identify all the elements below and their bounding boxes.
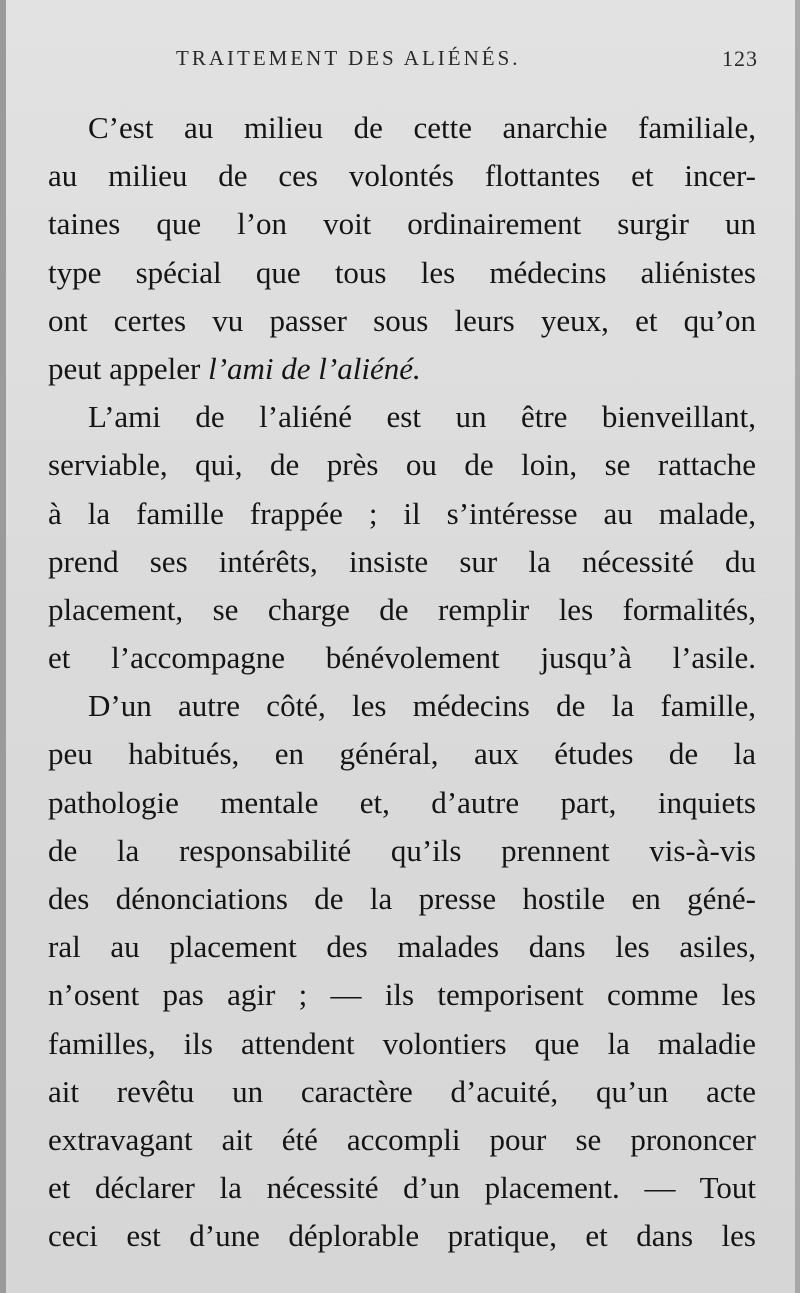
text-line: ral au placement des malades dans les asiles, xyxy=(48,929,756,965)
text-line: ceci est d’une déplorable pratique, et dans les xyxy=(48,1218,756,1254)
text-line: C’est au milieu de cette anarchie familiale, xyxy=(88,110,756,145)
text-line: taines que l’on voit ordinairement surgir un xyxy=(48,206,756,242)
text-line: type spécial que tous les médecins aliénistes xyxy=(48,254,756,290)
text-line: des dénonciations de la presse hostile en géné- xyxy=(48,881,756,916)
text-line-lead: peut appeler xyxy=(48,350,209,386)
text-line: à la famille frappée ; il s’intéresse au malade, xyxy=(48,495,756,531)
text-line: et déclarer la nécessité d’un placement. — Tout xyxy=(48,1170,756,1206)
text-line: prend ses intérêts, insiste sur la nécessité du xyxy=(48,543,756,579)
text-line: de la responsabilité qu’ils prennent vis-à-vis xyxy=(48,832,756,868)
page-number: 123 xyxy=(722,46,758,71)
text-line: ait revêtu un caractère d’acuité, qu’un acte xyxy=(48,1073,756,1109)
text-line: serviable, qui, de près ou de loin, se rattache xyxy=(48,447,756,483)
page-edge-right xyxy=(795,0,800,1293)
text-line: D’un autre côté, les médecins de la famille, xyxy=(88,688,756,724)
italic-phrase: l’ami de l’aliéné. xyxy=(208,350,421,386)
text-line: au milieu de ces volontés flottantes et incer- xyxy=(48,158,756,194)
text-line: placement, se charge de remplir les formalités, xyxy=(48,591,756,627)
text-line: peu habitués, en général, aux études de la xyxy=(48,736,756,772)
text-line: familles, ils attendent volontiers que la maladie xyxy=(48,1025,756,1061)
text-line: n’osent pas agir ; — ils temporisent comme les xyxy=(48,977,756,1013)
running-head xyxy=(48,46,758,74)
body-text xyxy=(48,104,756,1261)
text-line xyxy=(48,345,756,393)
text-line: ont certes vu passer sous leurs yeux, et qu’on xyxy=(48,302,756,338)
text-line: extravagant ait été accompli pour se prononcer xyxy=(48,1121,756,1157)
page-edge-left xyxy=(0,0,6,1293)
text-line: L’ami de l’aliéné est un être bienveillant, xyxy=(88,399,756,435)
running-title: TRAITEMENT DES ALIÉNÉS. xyxy=(176,46,521,70)
text-line: pathologie mentale et, d’autre part, inquiets xyxy=(48,784,756,820)
text-line: et l’accompagne bénévolement jusqu’à l’asile. xyxy=(48,640,756,676)
